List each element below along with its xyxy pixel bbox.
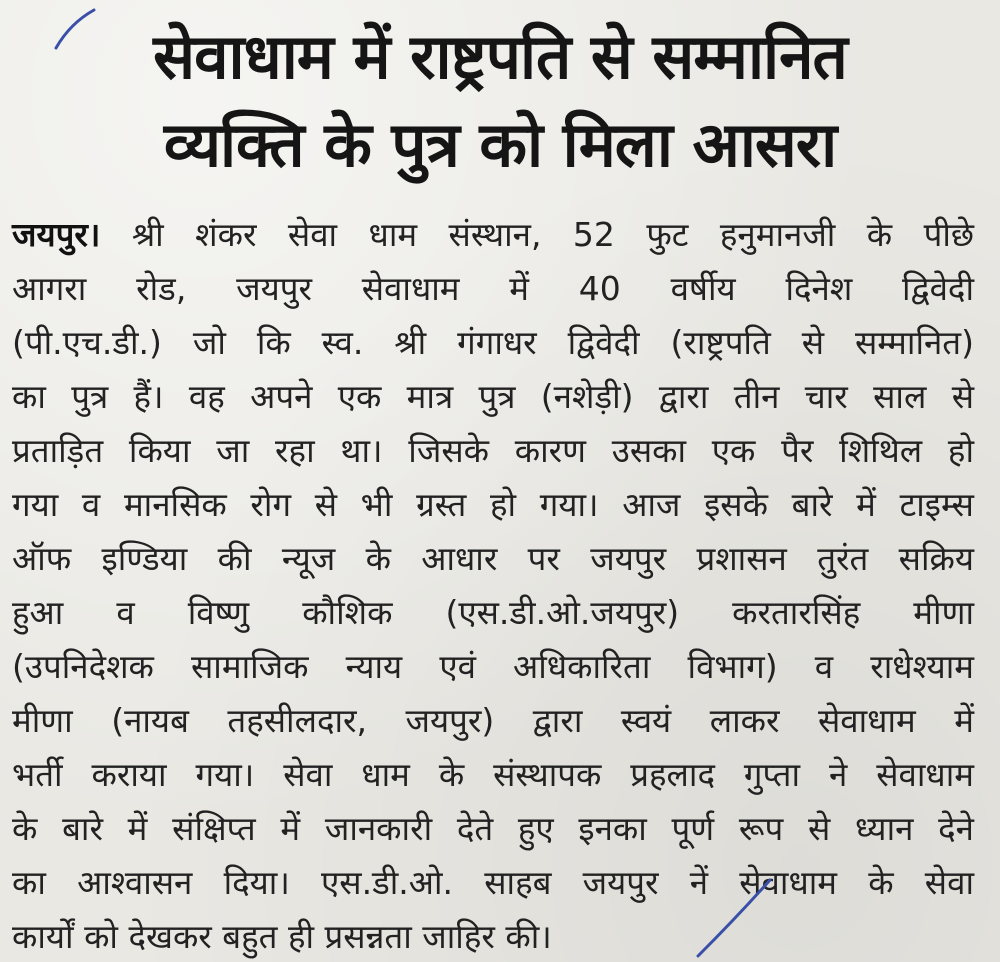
article-line-11: भर्ती कराया गया। सेवा धाम के संस्थापक प्रहलाद गुप्ता ने सेवाधाम [12, 755, 974, 794]
article-line-8: हुआ व विष्णु कौशिक (एस.डी.ओ.जयपुर) करतारसिंह मीणा [12, 593, 974, 632]
article-line-12: के बारे में संक्षिप्त में जानकारी देते हुए इनका पूर्ण रूप से ध्यान देने [12, 809, 974, 848]
article-body [12, 208, 974, 962]
article-line-1-text: श्री शंकर सेवा धाम संस्थान, 52 फुट हनुमानजी के पीछे [100, 215, 974, 254]
article-line-2: आगरा रोड, जयपुर सेवाधाम में 40 वर्षीय दिनेश द्विवेदी [12, 269, 974, 308]
headline-line-1: सेवाधाम में राष्ट्रपति से सम्मानित [153, 20, 847, 93]
headline-line-2: व्यक्ति के पुत्र को मिला आसरा [163, 108, 837, 181]
article-line-14: कार्यों को देखकर बहुत ही प्रसन्नता जाहिर की। [12, 917, 552, 956]
article-line-1 [12, 208, 974, 262]
article-line-10: मीणा (नायब तहसीलदार, जयपुर) द्वारा स्वयं लाकर सेवाधाम में [12, 701, 974, 740]
article-line-9: (उपनिदेशक सामाजिक न्याय एवं अधिकारिता विभाग) व राधेश्याम [12, 647, 974, 686]
article-line-6: गया व मानसिक रोग से भी ग्रस्त हो गया। आज इसके बारे में टाइम्स [12, 485, 974, 524]
article-line-5: प्रताड़ित किया जा रहा था। जिसके कारण उसका एक पैर शिथिल हो [12, 431, 974, 470]
article-line-13: का आश्वासन दिया। एस.डी.ओ. साहब जयपुर नें सेवाधाम के सेवा [12, 863, 974, 902]
article-line-7: ऑफ इण्डिया की न्यूज के आधार पर जयपुर प्रशासन तुरंत सक्रिय [12, 539, 974, 578]
article-line-4: का पुत्र हैं। वह अपने एक मात्र पुत्र (नशेड़ी) द्वारा तीन चार साल से [12, 377, 974, 416]
article-line-3: (पी.एच.डी.) जो कि स्व. श्री गंगाधर द्विवेदी (राष्ट्रपति से सम्मानित) [12, 323, 974, 362]
article-dateline: जयपुर। [12, 215, 101, 254]
article-headline [20, 14, 980, 190]
